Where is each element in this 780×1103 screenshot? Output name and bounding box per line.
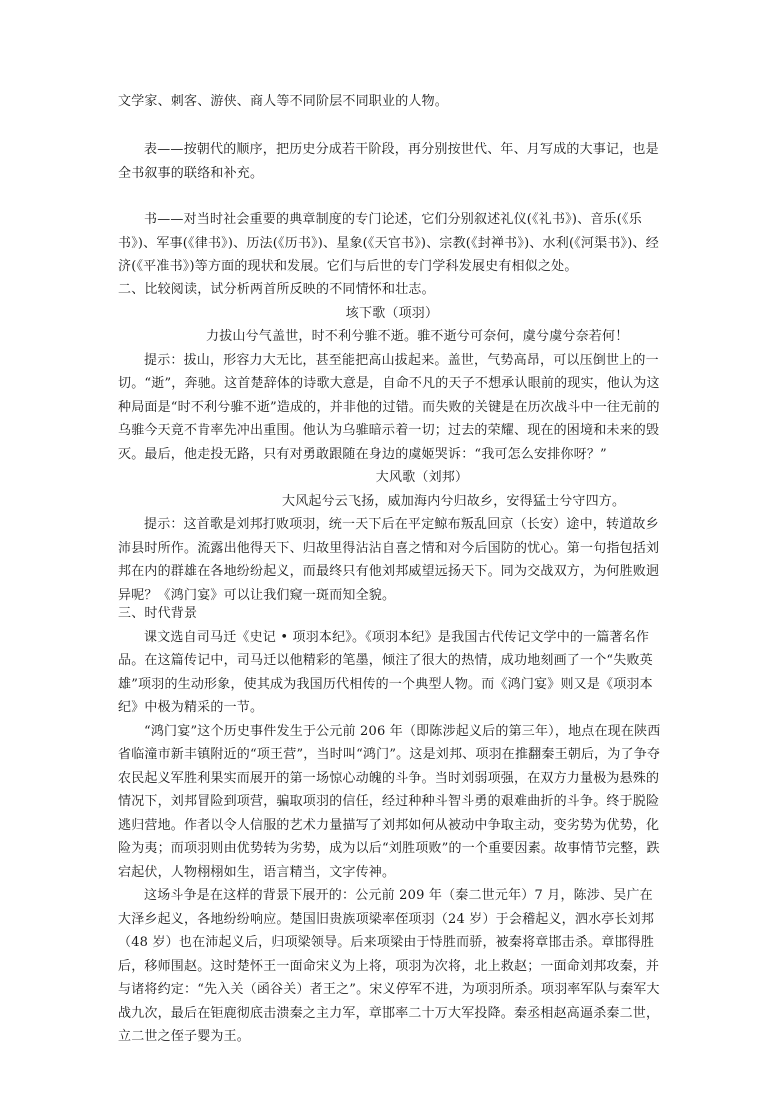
section-3 [118,602,666,1049]
poem-2-text: 大风起兮云飞扬，威加海内兮归故乡，安得猛士兮守四方。 [282,493,626,509]
poem-2-note: 提示：这首歌是刘邦打败项羽，统一天下后在平定鲸布叛乱回京（长安）途中，转道故乡沛县时所作。流露出他得天下、归故里得沾沾自喜之情和对今后国防的忧心。第一句指包括刘邦在内的群雄在各地纷纷起义，而最终只有他刘邦威望远扬天下。同为交战双方，为何胜败迥异呢？《鸿门宴》可以让我们窥一斑而知全貌。 [118,517,660,603]
section-2 [118,278,666,607]
section-3-paragraph-2: “鸿门宴”这个历史事件发生于公元前 206 年（即陈涉起义后的第三年），地点在现在陕西省临潼市新丰镇附近的“项王营”，当时叫“鸿门”。这是刘邦、项羽在推翻秦王朝后，为了争夺农民起义军胜利果实而展开的第一场惊心动魄的斗争。当时刘弱项强，在双方力量极为悬殊的情况下，刘邦冒险到项营，骗取项羽的信任，经过种种斗智斗勇的艰难曲折的斗争。终于脱险逃归营地。作者以令人信服的艺术力量描写了刘邦如何从被动中争取主动，变劣势为优势，化险为夷；而项羽则由优势转为劣势，成为以后“刘胜项败”的一个重要因素。故事情节完整，跌宕起伏，人物栩栩如生，语言精当，文字传神。 [118,723,661,880]
section-2-heading: 二、比较阅读，试分析两首所反映的不同情怀和壮志。 [118,282,435,297]
section-3-paragraph-3: 这场斗争是在这样的背景下展开的：公元前 209 年（秦二世元年）7 月，陈涉、吴广在大泽乡起义，各地纷纷响应。楚国旧贵族项梁率侄项羽（24 岁）于会稽起义，泗水亭长刘邦（48 岁）也在沛起义后，归项梁领导。后来项梁由于恃胜而骄，被秦将章邯击杀。章邯得胜后，移师围赵。这时楚怀王一面命宋义为上将，项羽为次将，北上救赵；一面命刘邦攻秦，并与诸将约定：“先入关（函谷关）者王之”。宋义停军不进，为项羽所杀。项羽率军队与秦军大战九次，最后在钜鹿彻底击溃秦之主力军，章邯率二十万大军投降。秦丞相赵高逼杀秦二世，立二世之侄子婴为王。 [118,888,660,1044]
shu-paragraph: 书——对当时社会重要的典章制度的专门论述，它们分别叙述礼仪(《礼书》)、音乐(《乐书》)、军事(《律书》)、历法(《历书》)、星象(《天官书》)、宗教(《封禅书》)、水利(《河渠书》)、经济(《平准书》)等方面的现状和发展。它们与后世的专门学科发展史有相似之处。 [118,212,659,274]
section-3-paragraph-1: 课文选自司马迁《史记 • 项羽本纪》。《项羽本纪》是我国古代传记文学中的一篇著名作品。在这篇传记中，司马迁以他精彩的笔墨，倾注了很大的热情，成功地刻画了一个“失败英雄”项羽的生动形象，使其成为我国历代相传的一个典型人物。而《鸿门宴》则又是《项羽本纪》中极为精采的一节。 [118,629,653,715]
poem-2-title: 大风歌（刘邦） [375,470,469,485]
intro-tail: 文学家、刺客、游侠、商人等不同阶层不同职业的人物。 [118,94,449,109]
poem-1-title: 垓下歌（项羽） [345,305,439,321]
intro-tail-block [118,90,666,114]
shu-block [118,208,666,279]
poem-1-note: 提示：拔山，形容力大无比，甚至能把高山拔起来。盖世，气势高昂，可以压倒世上的一切。“逝”，奔驰。这首楚辞体的诗歌大意是，自命不凡的天子不想承认眼前的现实，他认为这种局面是“时不利兮骓不逝”造成的，并非他的过错。而失败的关键是在历次战斗中一往无前的乌骓今天竟不肯率先冲出重围。他认为乌骓暗示着一切；过去的荣耀、现在的困境和未来的毁灭。最后，他走投无路，只有对勇敢跟随在身边的虞姬哭诉：“我可怎么安排你呀？” [118,352,660,462]
section-3-heading: 三、时代背景 [118,606,198,621]
biao-paragraph: 表——按朝代的顺序，把历史分成若干阶段，再分别按世代、年、月写成的大事记，也是全书叙事的联络和补充。 [118,142,659,181]
biao-block [118,138,666,185]
poem-1-text: 力拔山兮气盖世，时不利兮骓不逝。骓不逝兮可奈何，虞兮虞兮奈若何！ [206,329,629,344]
